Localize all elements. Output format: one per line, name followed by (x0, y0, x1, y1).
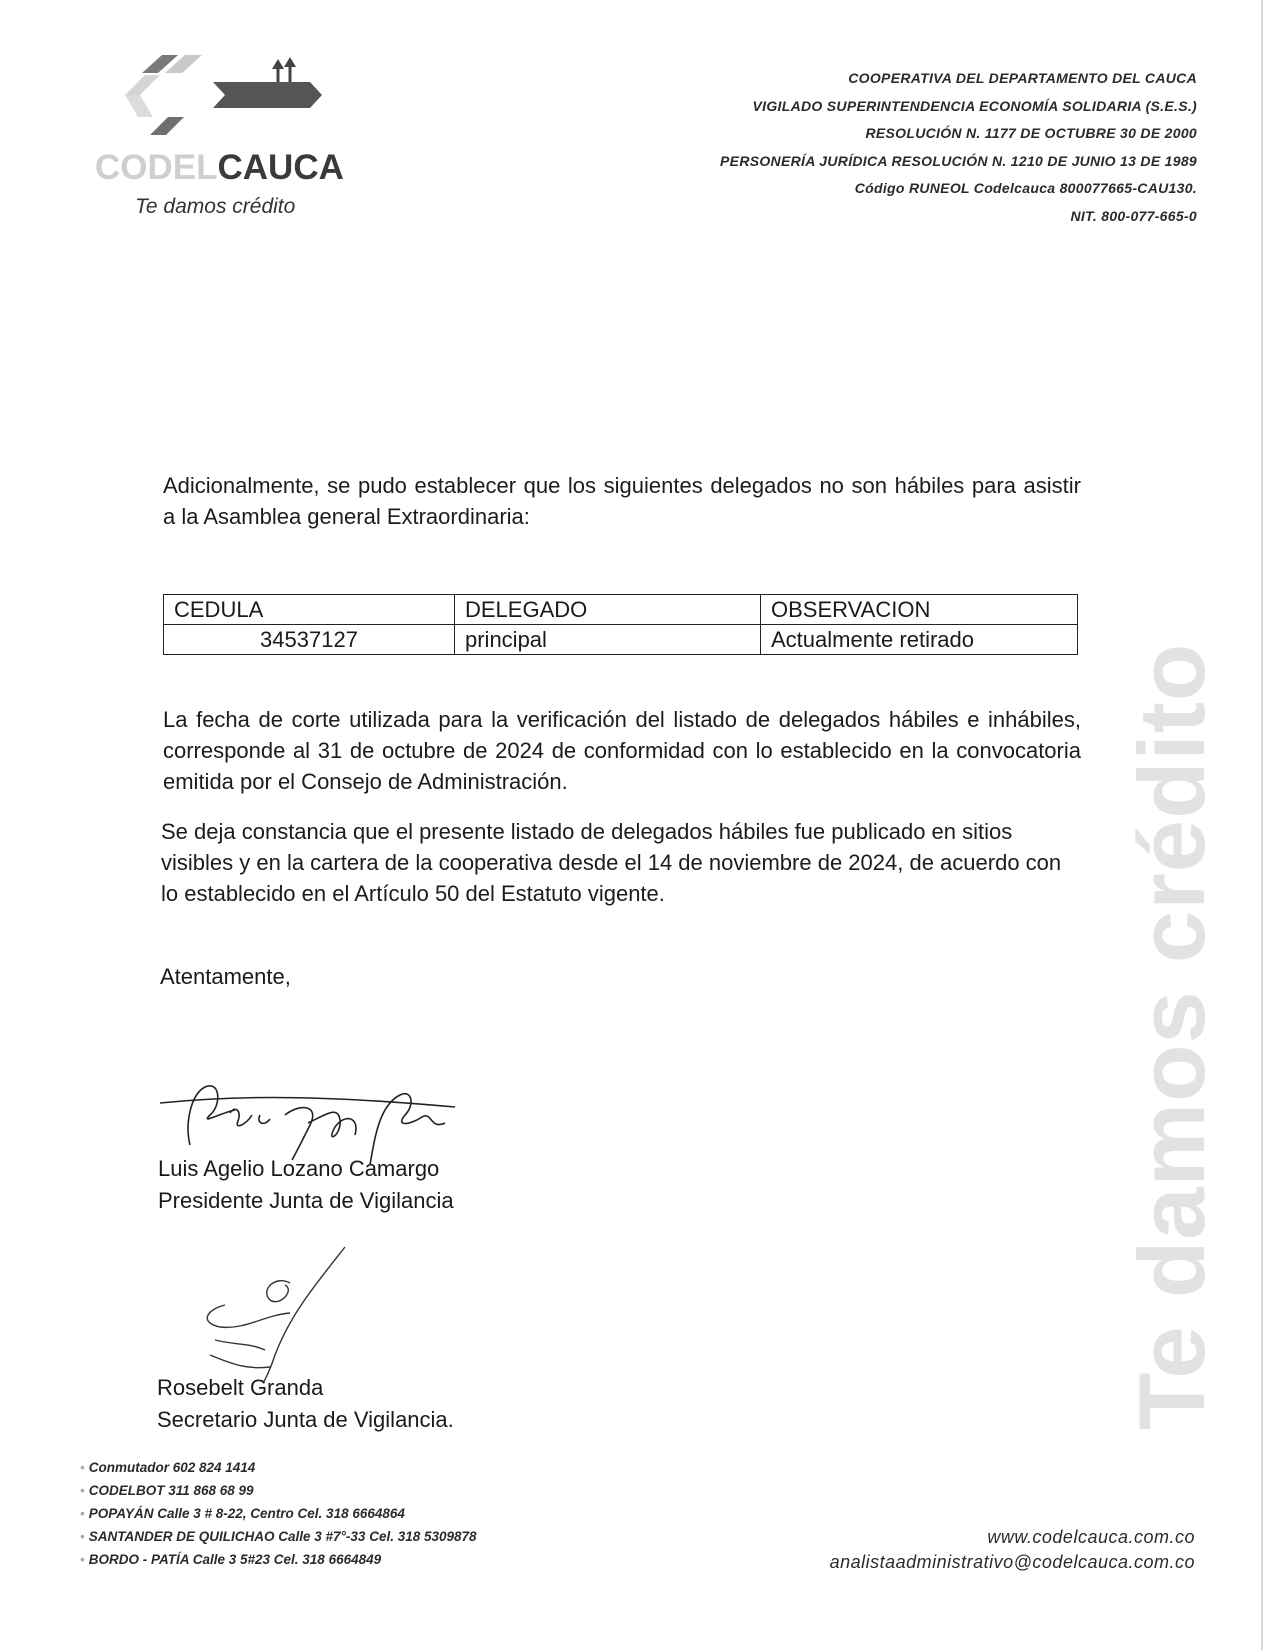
bullet-icon: • (80, 1529, 85, 1544)
header-line: COOPERATIVA DEL DEPARTAMENTO DEL CAUCA (848, 70, 1197, 86)
contact-line: • SANTANDER DE QUILICHAO Calle 3 #7°-33 Cel. 318 5309878 (80, 1529, 477, 1544)
logo-mark-icon (110, 55, 330, 150)
signer-name: Rosebelt Granda (157, 1375, 324, 1400)
bullet-icon: • (80, 1483, 85, 1498)
contact-line: • CODELBOT 311 868 68 99 (80, 1483, 254, 1498)
email-link[interactable]: analistaadministrativo@codelcauca.com.co (829, 1552, 1195, 1572)
watermark-tagline: Te damos crédito (1119, 642, 1224, 1430)
logo-tagline: Te damos crédito (135, 195, 296, 218)
scan-edge-divider (1261, 0, 1263, 1650)
header-line: PERSONERÍA JURÍDICA RESOLUCIÓN N. 1210 DE JUNIO 13 DE 1989 (720, 152, 1197, 169)
table-header-cell: DELEGADO (455, 595, 761, 625)
header-line: VIGILADO SUPERINTENDENCIA ECONOMÍA SOLIDARIA (S.E.S.) (752, 97, 1197, 114)
contact-line: • BORDO - PATÍA Calle 3 5#23 Cel. 318 6664849 (80, 1552, 382, 1567)
header-line: Código RUNEOL Codelcauca 800077665-CAU130. (854, 180, 1197, 196)
table-cell: 34537127 (164, 625, 455, 655)
bullet-icon: • (80, 1506, 85, 1521)
signer-role: Secretario Junta de Vigilancia. (157, 1407, 454, 1432)
table-header-cell: OBSERVACION (761, 595, 1078, 625)
company-logo (95, 55, 355, 225)
delegates-table (163, 594, 1078, 655)
letterhead (637, 65, 1197, 230)
contact-line: • POPAYÁN Calle 3 # 8-22, Centro Cel. 318 6664864 (80, 1506, 405, 1521)
footer-contacts (80, 1456, 477, 1571)
signature-drawing (195, 1245, 365, 1385)
table-cell: Actualmente retirado (761, 625, 1078, 655)
signer-role: Presidente Junta de Vigilancia (158, 1188, 454, 1213)
table-header-cell: CEDULA (164, 595, 455, 625)
table-cell: principal (455, 625, 761, 655)
header-line: RESOLUCIÓN N. 1177 DE OCTUBRE 30 DE 2000 (865, 125, 1197, 141)
website-link[interactable]: www.codelcauca.com.co (987, 1527, 1195, 1547)
signer-name: Luis Agelio Lozano Camargo (158, 1156, 440, 1181)
table-header-row (164, 595, 1078, 625)
intro-paragraph: Adicionalmente, se pudo establecer que los siguientes delegados no son hábiles para asistir a la Asamblea general Extraordinaria: (163, 473, 1081, 529)
signature-block-secretary (157, 1372, 454, 1436)
logo-wordmark: CODELCAUCA (95, 148, 344, 187)
signature-block-president (158, 1153, 454, 1217)
footer-web (830, 1525, 1195, 1575)
publication-paragraph: Se deja constancia que el presente listado de delegados hábiles fue publicado en sitios visibles y en la cartera de la cooperativa desde el 14 de noviembre de 2024, de acuerdo con lo establecido en el Artículo 50 del Estatuto vigente. (161, 819, 1062, 906)
bullet-icon: • (80, 1552, 85, 1567)
contact-line: • Conmutador 602 824 1414 (80, 1460, 256, 1475)
table-row (164, 625, 1078, 655)
header-line: NIT. 800-077-665-0 (1070, 207, 1197, 224)
bullet-icon: • (80, 1460, 85, 1475)
cutoff-date-paragraph: La fecha de corte utilizada para la verificación del listado de delegados hábiles e inhábiles, corresponde al 31 de octubre de 2024 de conformidad con lo establecido en la convocatoria emitida por el Consejo de Administración. (163, 707, 1081, 794)
closing-salutation: Atentamente, (160, 964, 291, 989)
